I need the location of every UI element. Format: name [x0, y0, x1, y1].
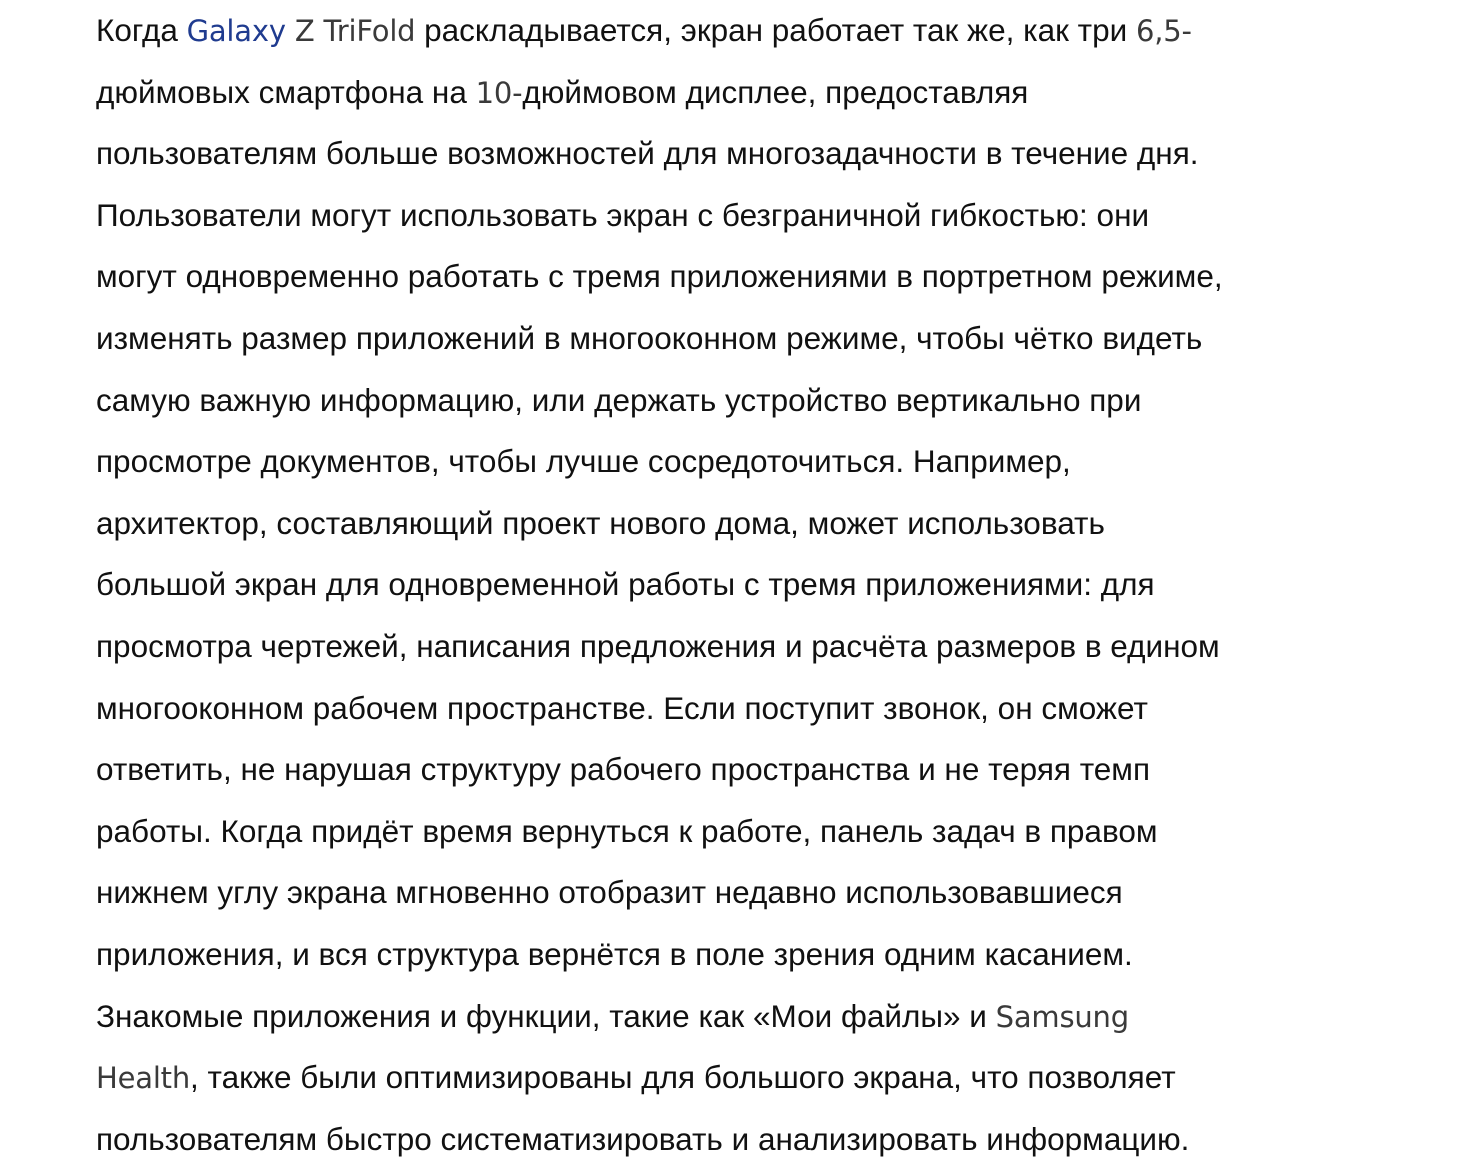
number-text: 6,5- — [1135, 14, 1192, 48]
paragraph-line: самую важную информацию, или держать устройство вертикально при — [96, 381, 1142, 418]
paragraph-line: изменять размер приложений в многооконном режиме, чтобы чётко видеть — [96, 319, 1203, 356]
article-body — [96, 0, 1386, 1170]
text-segment: Когда — [96, 12, 187, 48]
paragraph-line: архитектор, составляющий проект нового дома, может использовать — [96, 504, 1105, 541]
paragraph-line: Пользователи могут использовать экран с безграничной гибкостью: они — [96, 196, 1150, 233]
text-segment: дюймовых смартфона на — [96, 73, 476, 110]
paragraph-line: приложения, и вся структура вернётся в поле зрения одним касанием. — [96, 935, 1133, 972]
paragraph-line — [96, 1047, 1386, 1109]
paragraph-line: просмотра чертежей, написания предложения и расчёта размеров в едином — [96, 627, 1220, 664]
paragraph-line: могут одновременно работать с тремя приложениями в портретном режиме, — [96, 258, 1223, 295]
product-name-text: Z TriFold — [285, 14, 416, 48]
paragraph-line: пользователям быстро систематизировать и анализировать информацию. — [96, 1120, 1190, 1157]
text-segment: раскладывается, экран работает так же, как три — [415, 12, 1136, 48]
text-segment: дюймовом дисплее, предоставляя — [522, 73, 1029, 110]
paragraph-line: многооконном рабочем пространстве. Если поступит звонок, он сможет — [96, 689, 1148, 726]
paragraph-line: пользователям больше возможностей для многозадачности в течение дня. — [96, 135, 1199, 172]
number-text: 10- — [475, 75, 523, 110]
paragraph-line — [96, 0, 1386, 62]
paragraph-line: работы. Когда придёт время вернуться к работе, панель задач в правом — [96, 812, 1158, 849]
paragraph-line: большой экран для одновременной работы с тремя приложениями: для — [96, 566, 1155, 603]
paragraph-line — [96, 986, 1386, 1048]
text-segment: Знакомые приложения и функции, такие как «Мои файлы» и — [96, 997, 996, 1034]
paragraph-line: просмотре документов, чтобы лучше сосредоточиться. Например, — [96, 443, 1071, 480]
paragraph-line — [96, 62, 1386, 124]
galaxy-link[interactable]: Galaxy — [186, 14, 286, 48]
text-segment: , также были оптимизированы для большого экрана, что позволяет — [190, 1059, 1176, 1096]
brand-name-text: Samsung — [995, 999, 1129, 1034]
paragraph-line: нижнем углу экрана мгновенно отобразит недавно использовавшиеся — [96, 874, 1123, 911]
brand-name-text: Health — [96, 1061, 191, 1096]
paragraph-line: ответить, не нарушая структуру рабочего пространства и не теряя темп — [96, 751, 1151, 788]
